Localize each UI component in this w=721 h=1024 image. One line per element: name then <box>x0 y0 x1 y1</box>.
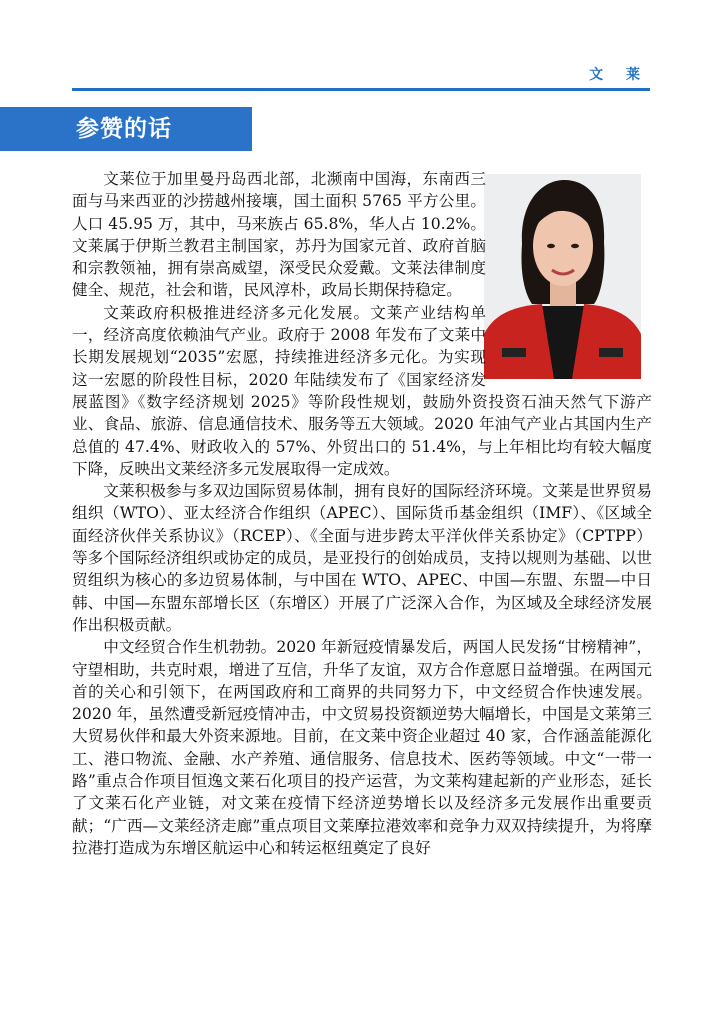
body-text <box>72 168 652 859</box>
portrait-wrap-spacer <box>486 168 652 383</box>
paragraph-1: 文莱位于加里曼丹岛西北部，北濒南中国海，东南西三面与马来西亚的沙捞越州接壤，国土面积 5765 平方公里。人口 45.95 万，其中，马来族占 65.8%，华人占 10.2%。文莱属于伊斯兰教君主制国家，苏丹为国家元首、政府首脑和宗教领袖，拥有崇高威望，深受民众爱戴。文莱法律制度健全、规范，社会和谐，民风淳朴，政局长期保持稳定。 <box>72 170 486 300</box>
running-head: 文 莱 <box>589 67 649 83</box>
paragraph-3: 文莱积极参与多双边国际贸易体制，拥有良好的国际经济环境。文莱是世界贸易组织（WTO）、亚太经济合作组织（APEC）、国际货币基金组织（IMF）、《区域全面经济伙伴关系协议》（RCEP）、《全面与进步跨太平洋伙伴关系协定》（CPTPP）等多个国际经济组织或协定的成员，是亚投行的创始成员，支持以规则为基础、以世贸组织为核心的多边贸易体制，与中国在 WTO、APEC、中国—东盟、东盟—中日韩、中国—东盟东部增长区（东增区）开展了广泛深入合作，为区域及全球经济发展作出积极贡献。 <box>72 482 652 634</box>
header-rule <box>72 88 650 91</box>
paragraph-2: 文莱政府积极推进经济多元化发展。文莱产业结构单一，经济高度依赖油气产业。政府于 2008 年发布了文莱中长期发展规划“2035”宏愿，持续推进经济多元化。为实现这一宏愿的阶段性目标，2020 年陆续发布了《国家经济发展蓝图》《数字经济规划 2025》等阶段性规划，鼓励外资投资石油天然气下游产业、食品、旅游、信息通信技术、服务等五大领域。2020 年油气产业占其国内生产总值的 47.4%、财政收入的 57%、外贸出口的 51.4%，与上年相比均有较大幅度下降，反映出文莱经济多元发展取得一定成效。 <box>72 303 652 478</box>
paragraph-4: 中文经贸合作生机勃勃。2020 年新冠疫情暴发后，两国人民发扬“甘榜精神”，守望相助，共克时艰，增进了互信，升华了友谊，双方合作意愿日益增强。在两国元首的关心和引领下，在两国政府和工商界的共同努力下，中文经贸合作快速发展。2020 年，虽然遭受新冠疫情冲击，中文贸易投资额逆势大幅增长，中国是文莱第三大贸易伙伴和最大外资来源地。目前，在文莱中资企业超过 40 家，合作涵盖能源化工、港口物流、金融、水产养殖、通信服务、信息技术、医药等领域。中文“一带一路”重点合作项目恒逸文莱石化项目的投产运营，为文莱构建起新的产业形态，延长了文莱石化产业链，对文莱在疫情下经济逆势增长以及经济多元发展作出重要贡献；“广西—文莱经济走廊”重点项目文莱摩拉港效率和竞争力双双持续提升，为将摩拉港打造成为东增区航运中心和转运枢纽奠定了良好 <box>72 638 652 857</box>
section-title: 参赞的话 <box>76 116 172 142</box>
